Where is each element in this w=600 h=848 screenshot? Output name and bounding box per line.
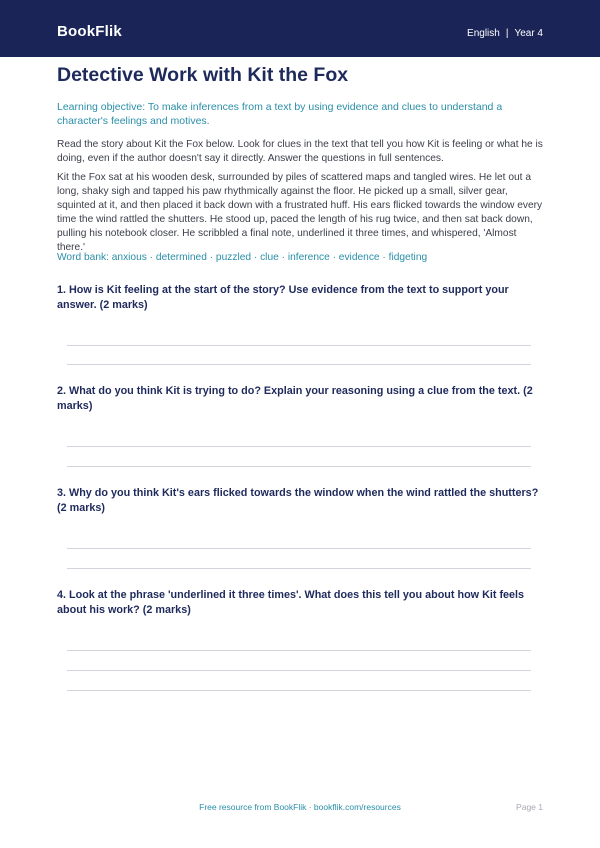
page-number: Page 1 bbox=[516, 802, 543, 812]
year-level: Year 4 bbox=[514, 28, 543, 39]
answer-line[interactable] bbox=[67, 466, 531, 467]
answer-line[interactable] bbox=[67, 345, 531, 346]
learning-objective: Learning objective: To make inferences from a text by using evidence and clues to understand a character's feelings and motives. bbox=[57, 101, 503, 127]
answer-line[interactable] bbox=[67, 364, 531, 365]
answer-line[interactable] bbox=[67, 446, 531, 447]
question-1: 1. How is Kit feeling at the start of the story? Use evidence from the text to support your answer. (2 marks) bbox=[57, 284, 509, 311]
question-2: 2. What do you think Kit is trying to do? Explain your reasoning using a clue from the text. (2 marks) bbox=[57, 385, 533, 412]
question-4: 4. Look at the phrase 'underlined it three times'. What does this tell you about how Kit feels about his work? (2 marks) bbox=[57, 589, 525, 616]
page-title: Detective Work with Kit the Fox bbox=[57, 64, 349, 86]
answer-line[interactable] bbox=[67, 690, 531, 691]
question-3: 3. Why do you think Kit's ears flicked towards the window when the wind rattled the shutters? (2 marks) bbox=[57, 487, 539, 514]
site-header bbox=[0, 0, 600, 57]
answer-line[interactable] bbox=[67, 670, 531, 671]
answer-line[interactable] bbox=[67, 568, 531, 569]
answer-line[interactable] bbox=[67, 650, 531, 651]
footer-link[interactable]: Free resource from BookFlik · bookflik.com/resources bbox=[199, 802, 401, 812]
word-bank: Word bank: anxious · determined · puzzled · clue · inference · evidence · fidgeting bbox=[57, 252, 428, 263]
story-text: Kit the Fox sat at his wooden desk, surrounded by piles of scattered maps and tangled wires. He let out a long, shaky sigh and tapped his paw rhythmically against the floor. He picked up a small, silver gear, squinted at it, and then placed it back down with a frustrated huff. His ears flicked towards the window every time the wind rattled the shutters. He stood up, paced the length of his rug twice, and then sat back down, pulling his notebook closer. He scribbled a final note, underlined it three times, and whispered, 'Almost there.' bbox=[57, 172, 543, 253]
answer-line[interactable] bbox=[67, 548, 531, 549]
subject-separator: | bbox=[505, 28, 509, 39]
instructions: Read the story about Kit the Fox below. Look for clues in the text that tell you how Kit is feeling or what he is doing, even if the author doesn't say it directly. Answer the questions in full sentences. bbox=[57, 139, 543, 164]
subject-label bbox=[467, 28, 543, 39]
subject-name: English bbox=[467, 28, 500, 39]
brand-logo[interactable]: BookFlik bbox=[57, 23, 122, 40]
